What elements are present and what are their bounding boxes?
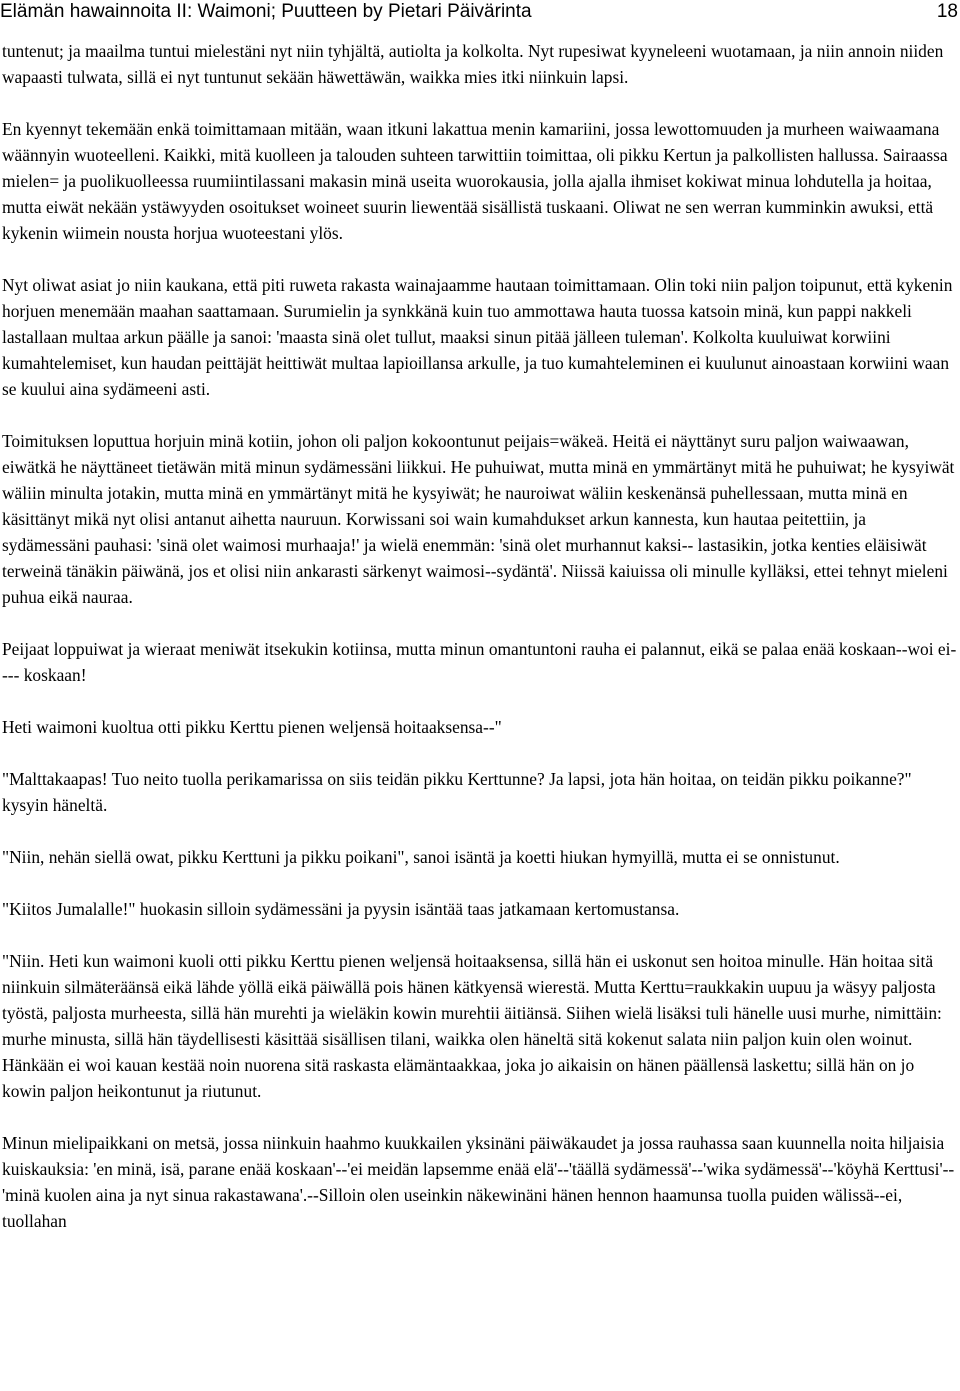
- page-header: [0, 0, 960, 24]
- paragraph-9: "Kiitos Jumalalle!" huokasin silloin sydämessäni ja pyysin isäntää taas jatkamaan kertomustansa.: [2, 899, 680, 919]
- paragraph-5: Peijaat loppuiwat ja wieraat meniwät itsekukin kotiinsa, mutta minun omantuntoni rauha ei palannut, eikä se palaa enää koskaan--woi ei---- koskaan!: [2, 639, 957, 685]
- paragraph-6: Heti waimoni kuoltua otti pikku Kerttu pienen weljensä hoitaaksensa--": [2, 717, 502, 737]
- paragraph-7: "Malttakaapas! Tuo neito tuolla perikamarissa on siis teidän pikku Kerttunne? Ja lapsi, jota hän hoitaa, on teidän pikku poikanne?" kysyin häneltä.: [2, 769, 912, 815]
- paragraph-4: Toimituksen loputtua horjuin minä kotiin, johon oli paljon kokoontunut peijais=wäkeä. Heitä ei näyttänyt suru paljon waiwaawan, eiwätkä he näyttäneet tietäwän mitä minun sydämessäni liikkui. He puhuiwat, mutta minä en ymmärtänyt mitä he puhuiwat; he kysyiwät wäliin minulta jotakin, mutta minä en ymmärtänyt mitä he kysyiwät; he nauroiwat wäliin keskenänsä puhellessaan, mutta minä en käsittänyt mikä nyt olisi antanut aihetta nauruun. Korwissani soi wain kumahdukset arkun kannesta, kun hautaa peitettiin, ja sydämessäni pauhasi: 'sinä olet waimosi murhaaja!' ja wielä enemmän: 'sinä olet murhannut kaksi-- lastasikin, jotka kenties eläisiwät terweinä tänäkin päiwänä, jos et olisi niin ankarasti särkenyt waimosi--sydäntä'. Niissä kaiuissa oli minulle kylläksi, ettei tehnyt mieleni puhua eikä nauraa.: [2, 431, 955, 607]
- page-number: 18: [936, 1, 958, 22]
- paragraph-11: Minun mielipaikkani on metsä, jossa niinkuin haahmo kuukkailen yksinäni päiwäkaudet ja jossa rauhassa saan kuunnella noita hiljaisia kuiskauksia: 'en minä, isä, parane enää koskaan'--'ei meidän lapsemme enää elä'--'täällä sydämessä'--'wika sydämessä'--'köyhä Kerttusi'-- 'minä kuolen aina ja nyt sinua rakastawana'.--Silloin olen useinkin näkewinäni hänen hennon haamunsa tuolla puiden wälissä--ei, tuollahan: [2, 1133, 955, 1231]
- page-body: [2, 38, 958, 1260]
- paragraph-1: tuntenut; ja maailma tuntui mielestäni nyt niin tyhjältä, autiolta ja kolkolta. Nyt rupesiwat kyyneleeni wuotamaan, ja niin annoin niiden wapaasti tulwata, sillä ei nyt tuntunut sekään häwettäwän, waikka mies itki niinkuin lapsi.: [2, 41, 944, 87]
- paragraph-2: En kyennyt tekemään enkä toimittamaan mitään, waan itkuni lakattua menin kamariini, jossa lewottomuuden ja murheen waiwaamana wäännyin wuoteelleni. Kaikki, mitä kuolleen ja talouden suhteen tarwittiin toimittaa, oli pikku Kertun ja palkollisten hallussa. Sairaassa mielen= ja puolikuolleessa ruumiintilassani makasin minä useita wuorokausia, jolla ajalla ihmiset kokiwat minua lohdutella ja hoitaa, mutta eiwät nekään ystäwyyden osoitukset woineet suurin liewentää sisällistä tuskaani. Oliwat ne sen werran kumminkin awuksi, että kykenin wiimein nousta horjua wuoteestani ylös.: [2, 119, 948, 243]
- paragraph-10: "Niin. Heti kun waimoni kuoli otti pikku Kerttu pienen weljensä hoitaaksensa, sillä hän ei uskonut sen hoitoa minulle. Hän hoitaa sitä niinkuin silmäteräänsä eikä lähde yöllä eikä päiwällä pois hänen kätkyensä wierestä. Mutta Kerttu=raukkakin uupuu ja wäsyy paljosta työstä, paljosta murheesta, sillä hän murehti ja wieläkin kowin murehtii äitiänsä. Siihen wielä lisäksi tuli hänelle uusi murhe, nimittäin: murhe minusta, sillä hän täydellisesti käsittää sisällisen tilani, waikka olen häneltä sitä kokenut salata niin paljon kuin olen woinut. Hänkään ei woi kauan kestää noin nuorena sitä raskasta elämäntaakkaa, joka jo aikaisin on hänen päällensä laskettu; sillä hän on jo kowin paljon heikontunut ja riutunut.: [2, 951, 942, 1101]
- paragraph-8: "Niin, nehän siellä owat, pikku Kerttuni ja pikku poikani", sanoi isäntä ja koetti hiukan hymyillä, mutta ei se onnistunut.: [2, 847, 840, 867]
- book-title: Elämän hawainnoita II: Waimoni; Puutteen by Pietari Päivärinta: [0, 1, 532, 22]
- paragraph-3: Nyt oliwat asiat jo niin kaukana, että piti ruweta rakasta wainajaamme hautaan toimittamaan. Olin toki niin paljon toipunut, että kykenin horjuen menemään maahan saattamaan. Surumielin ja synkkänä kuin tuo ammottawa hauta tuossa katsoin minä, kun pappi nakkeli lastallaan multaa arkun päälle ja sanoi: 'maasta sinä olet tullut, maaksi sinun pitää jälleen tuleman'. Kolkolta kuuluiwat korwiini kumahtelemiset, kun haudan peittäjät heittiwät multaa lapioillansa arkulle, ja tuo kumahteleminen ei kuulunut ainoastaan korwiini waan se kuului aina sydämeeni asti.: [2, 275, 953, 399]
